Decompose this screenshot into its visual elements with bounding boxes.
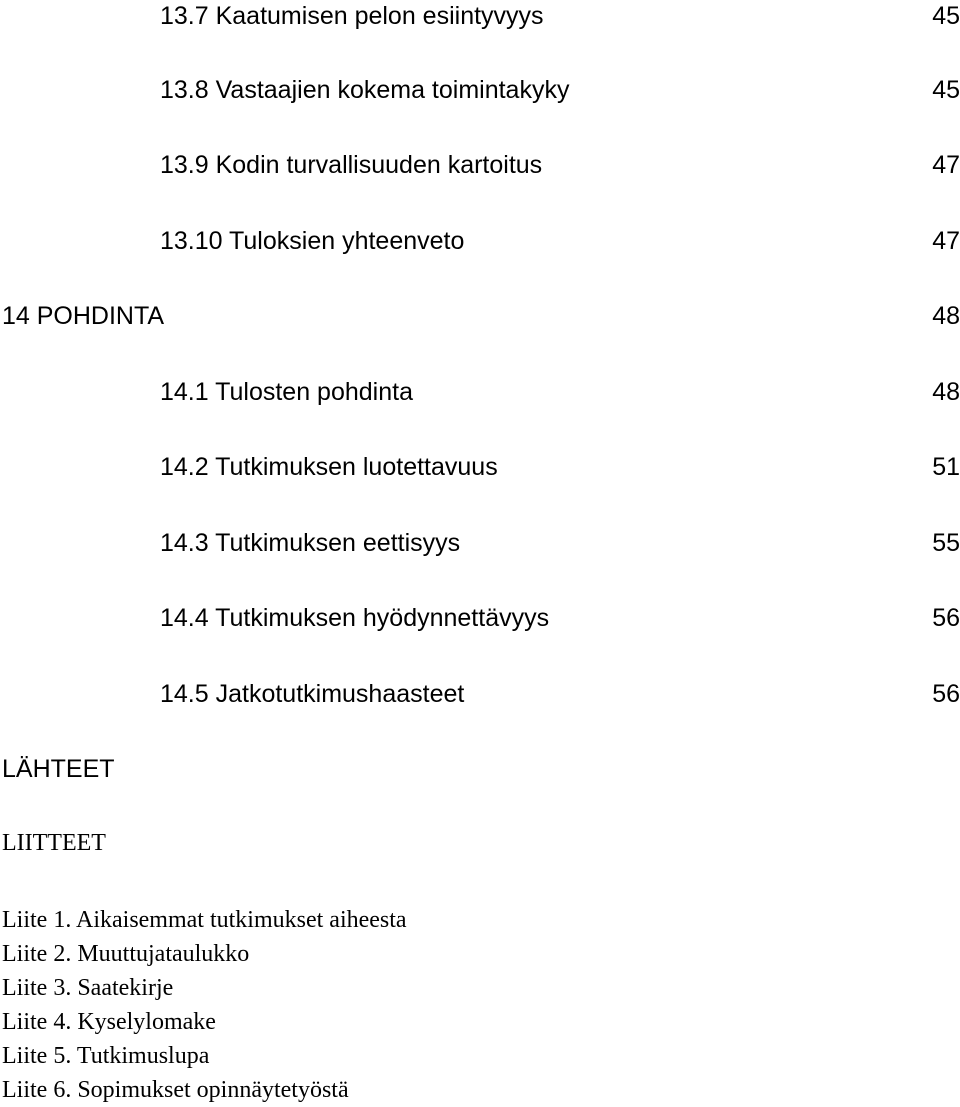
toc-entry-13-7 bbox=[0, 2, 960, 42]
toc-entry-title: 14.1 Tulosten pohdinta bbox=[160, 378, 413, 406]
toc-entry-title: 14.3 Tutkimuksen eettisyys bbox=[160, 529, 461, 557]
toc-entry-title: 14.5 Jatkotutkimushaasteet bbox=[160, 680, 465, 708]
toc-entry-14-3 bbox=[0, 529, 960, 569]
toc-entry-page: 45 bbox=[932, 2, 960, 30]
toc-entry-page: 56 bbox=[932, 680, 960, 708]
toc-entry-14-1 bbox=[0, 378, 960, 418]
toc-entry-page: 51 bbox=[932, 453, 960, 481]
toc-entry-13-8 bbox=[0, 76, 960, 116]
appendix-item: Liite 4. Kyselylomake bbox=[2, 1009, 216, 1035]
toc-entry-page: 56 bbox=[932, 604, 960, 632]
toc-entry-title: 14 POHDINTA bbox=[2, 302, 165, 330]
toc-entry-13-10 bbox=[0, 227, 960, 267]
appendix-item: Liite 3. Saatekirje bbox=[2, 975, 174, 1001]
appendix-item: Liite 6. Sopimukset opinnäytetyöstä bbox=[2, 1077, 349, 1103]
toc-entry-page: 47 bbox=[932, 151, 960, 179]
toc-entry-title: 13.9 Kodin turvallisuuden kartoitus bbox=[160, 151, 543, 179]
toc-entry-page: 48 bbox=[932, 378, 960, 406]
toc-entry-page: 55 bbox=[932, 529, 960, 557]
toc-entry-14-2 bbox=[0, 453, 960, 493]
toc-entry-title: 13.7 Kaatumisen pelon esiintyvyys bbox=[160, 2, 544, 30]
liitteet-heading: LIITTEET bbox=[2, 830, 106, 856]
toc-entry-title: 13.10 Tuloksien yhteenveto bbox=[160, 227, 465, 255]
appendix-list bbox=[2, 903, 407, 1107]
toc-entry-page: 47 bbox=[932, 227, 960, 255]
appendix-item: Liite 2. Muuttujataulukko bbox=[2, 941, 250, 967]
toc-entry-13-9 bbox=[0, 151, 960, 191]
toc-entry-page: 45 bbox=[932, 76, 960, 104]
lahteet-heading: LÄHTEET bbox=[2, 755, 115, 783]
toc-entry-page: 48 bbox=[932, 302, 960, 330]
appendix-item: Liite 5. Tutkimuslupa bbox=[2, 1043, 210, 1069]
toc-entry-title: 14.4 Tutkimuksen hyödynnettävyys bbox=[160, 604, 550, 632]
toc-entry-14-5 bbox=[0, 680, 960, 720]
toc-entry-14-4 bbox=[0, 604, 960, 644]
appendix-item: Liite 1. Aikaisemmat tutkimukset aiheesta bbox=[2, 907, 407, 933]
toc-entry-title: 14.2 Tutkimuksen luotettavuus bbox=[160, 453, 498, 481]
toc-entry-title: 13.8 Vastaajien kokema toimintakyky bbox=[160, 76, 570, 104]
toc-entry-14 bbox=[0, 302, 960, 342]
